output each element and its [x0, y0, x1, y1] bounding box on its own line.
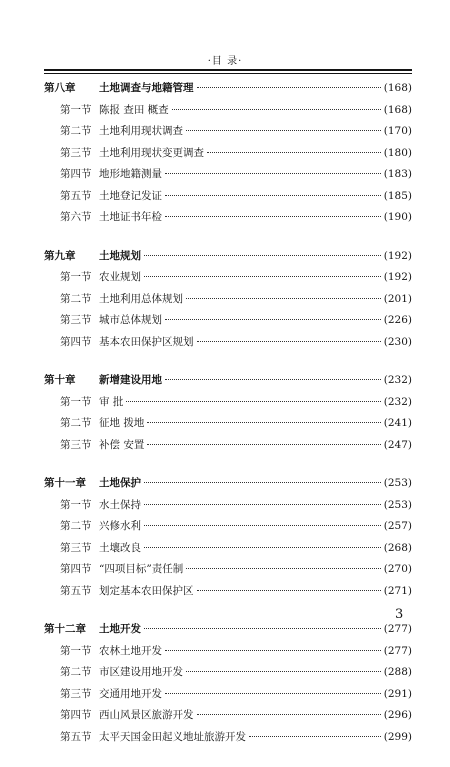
section-label: 第五节 — [60, 584, 92, 597]
section-label: 第二节 — [60, 417, 92, 429]
section-title: 基本农田保护区规划 — [99, 335, 194, 348]
section-label: 第一节 — [60, 498, 92, 511]
section-title: 地形地籍测量 — [99, 168, 162, 180]
section-page: (299) — [383, 730, 412, 743]
section-page: (201) — [383, 292, 412, 305]
dot-leader — [172, 109, 381, 110]
header-rule-thin — [44, 73, 412, 74]
section-label: 第三节 — [60, 687, 92, 700]
section-entry — [44, 166, 412, 188]
section-entry — [44, 437, 412, 459]
chapter-heading — [44, 372, 412, 394]
dot-leader — [186, 568, 381, 569]
section-entry — [44, 643, 412, 665]
section-page: (190) — [383, 211, 412, 223]
section-label: 第三节 — [60, 314, 92, 326]
section-title: 陈报 查田 概查 — [99, 103, 169, 116]
dot-leader — [144, 547, 381, 548]
section-title: 土地利用总体规划 — [99, 292, 183, 305]
chapter-label: 第十二章 — [44, 623, 86, 635]
chapter-block — [44, 248, 412, 356]
section-label: 第四节 — [60, 563, 92, 575]
section-page: (247) — [383, 438, 412, 451]
section-page: (185) — [383, 189, 412, 202]
section-label: 第二节 — [60, 666, 92, 678]
section-page: (226) — [383, 314, 412, 326]
dot-leader — [197, 341, 381, 342]
section-page: (253) — [383, 498, 412, 511]
section-label: 第四节 — [60, 335, 92, 348]
dot-leader — [249, 736, 381, 737]
section-page: (291) — [383, 687, 412, 700]
section-entry — [44, 518, 412, 540]
dot-leader — [144, 276, 381, 277]
section-title: 土地利用现状调查 — [99, 125, 183, 137]
section-entry — [44, 209, 412, 231]
section-title: 太平天国金田起义地址旅游开发 — [99, 730, 246, 743]
dot-leader — [144, 628, 381, 629]
section-label: 第三节 — [60, 438, 92, 451]
dot-leader — [165, 379, 381, 380]
dot-leader — [126, 401, 380, 402]
section-page: (277) — [383, 644, 412, 657]
table-of-contents — [44, 80, 412, 767]
section-page: (257) — [383, 520, 412, 532]
chapter-page: (253) — [383, 477, 412, 489]
chapter-title: 新增建设用地 — [99, 374, 162, 386]
chapter-page: (232) — [383, 374, 412, 386]
section-page: (270) — [383, 563, 412, 575]
section-page: (296) — [383, 709, 412, 721]
section-label: 第一节 — [60, 103, 92, 116]
section-label: 第一节 — [60, 644, 92, 657]
dot-leader — [165, 319, 381, 320]
chapter-page: (168) — [383, 82, 412, 94]
section-title: 土地证书年检 — [99, 211, 162, 223]
section-entry — [44, 497, 412, 519]
dot-leader — [147, 444, 380, 445]
header-rule-thick — [44, 69, 412, 71]
dot-leader — [165, 216, 381, 217]
chapter-label: 第九章 — [44, 249, 76, 262]
section-label: 第一节 — [60, 271, 92, 283]
section-entry — [44, 686, 412, 708]
chapter-heading — [44, 621, 412, 643]
section-title: 土地登记发证 — [99, 189, 162, 202]
section-title: 划定基本农田保护区 — [99, 584, 194, 597]
section-label: 第一节 — [60, 395, 92, 408]
dot-leader — [165, 195, 381, 196]
section-entry — [44, 123, 412, 145]
section-entry — [44, 269, 412, 291]
chapter-block — [44, 372, 412, 458]
dot-leader — [144, 255, 381, 256]
section-page: (230) — [383, 335, 412, 348]
section-entry — [44, 664, 412, 686]
section-title: “四项目标”责任制 — [99, 563, 184, 575]
dot-leader — [207, 152, 381, 153]
section-title: 补偿 安置 — [99, 438, 145, 451]
dot-leader — [197, 87, 381, 88]
section-label: 第二节 — [60, 292, 92, 305]
section-entry — [44, 188, 412, 210]
section-page: (288) — [383, 666, 412, 678]
chapter-title: 土地保护 — [99, 477, 141, 489]
section-title: 市区建设用地开发 — [99, 666, 183, 678]
section-entry — [44, 729, 412, 751]
dot-leader — [144, 504, 381, 505]
section-label: 第四节 — [60, 709, 92, 721]
chapter-block — [44, 621, 412, 750]
dot-leader — [165, 173, 381, 174]
dot-leader — [197, 714, 381, 715]
section-entry — [44, 707, 412, 729]
section-page: (241) — [383, 417, 412, 429]
chapter-page: (192) — [383, 249, 412, 262]
section-label: 第二节 — [60, 520, 92, 532]
section-page: (180) — [383, 146, 412, 159]
section-title: 兴修水利 — [99, 520, 141, 532]
chapter-label: 第八章 — [44, 82, 76, 94]
page-number: 3 — [395, 607, 404, 622]
section-label: 第三节 — [60, 146, 92, 159]
section-entry — [44, 145, 412, 167]
section-label: 第六节 — [60, 211, 92, 223]
chapter-label: 第十章 — [44, 374, 76, 386]
section-title: 土地利用现状变更调查 — [99, 146, 204, 159]
section-entry — [44, 415, 412, 437]
section-title: 西山风景区旅游开发 — [99, 709, 194, 721]
section-label: 第二节 — [60, 125, 92, 137]
dot-leader — [144, 525, 381, 526]
chapter-heading — [44, 80, 412, 102]
chapter-heading — [44, 475, 412, 497]
section-title: 土壤改良 — [99, 541, 141, 554]
dot-leader — [186, 130, 381, 131]
dot-leader — [186, 671, 381, 672]
section-page: (168) — [383, 103, 412, 116]
chapter-label: 第十一章 — [44, 477, 86, 489]
section-title: 征地 拨地 — [99, 417, 145, 429]
running-header: ·目 录· — [207, 56, 243, 67]
dot-leader — [186, 298, 381, 299]
dot-leader — [144, 482, 381, 483]
section-page: (232) — [383, 395, 412, 408]
section-title: 农业规划 — [99, 271, 141, 283]
section-label: 第五节 — [60, 189, 92, 202]
section-entry — [44, 291, 412, 313]
section-title: 审 批 — [99, 395, 124, 408]
section-entry — [44, 540, 412, 562]
section-title: 城市总体规划 — [99, 314, 162, 326]
section-entry — [44, 312, 412, 334]
section-entry — [44, 561, 412, 583]
chapter-page: (277) — [383, 623, 412, 635]
section-label: 第三节 — [60, 541, 92, 554]
section-page: (192) — [383, 271, 412, 283]
section-title: 水土保持 — [99, 498, 141, 511]
dot-leader — [197, 590, 381, 591]
section-page: (183) — [383, 168, 412, 180]
section-page: (271) — [383, 584, 412, 597]
section-entry — [44, 102, 412, 124]
chapter-title: 土地规划 — [99, 249, 141, 262]
section-entry — [44, 334, 412, 356]
chapter-block — [44, 475, 412, 604]
section-page: (170) — [383, 125, 412, 137]
section-title: 交通用地开发 — [99, 687, 162, 700]
chapter-title: 土地调查与地籍管理 — [99, 82, 194, 94]
dot-leader — [147, 422, 380, 423]
chapter-block — [44, 80, 412, 231]
section-entry — [44, 583, 412, 605]
dot-leader — [165, 693, 381, 694]
chapter-heading — [44, 248, 412, 270]
dot-leader — [165, 650, 381, 651]
section-label: 第四节 — [60, 168, 92, 180]
section-title: 农林土地开发 — [99, 644, 162, 657]
chapter-title: 土地开发 — [99, 623, 141, 635]
section-label: 第五节 — [60, 730, 92, 743]
section-entry — [44, 394, 412, 416]
section-page: (268) — [383, 541, 412, 554]
